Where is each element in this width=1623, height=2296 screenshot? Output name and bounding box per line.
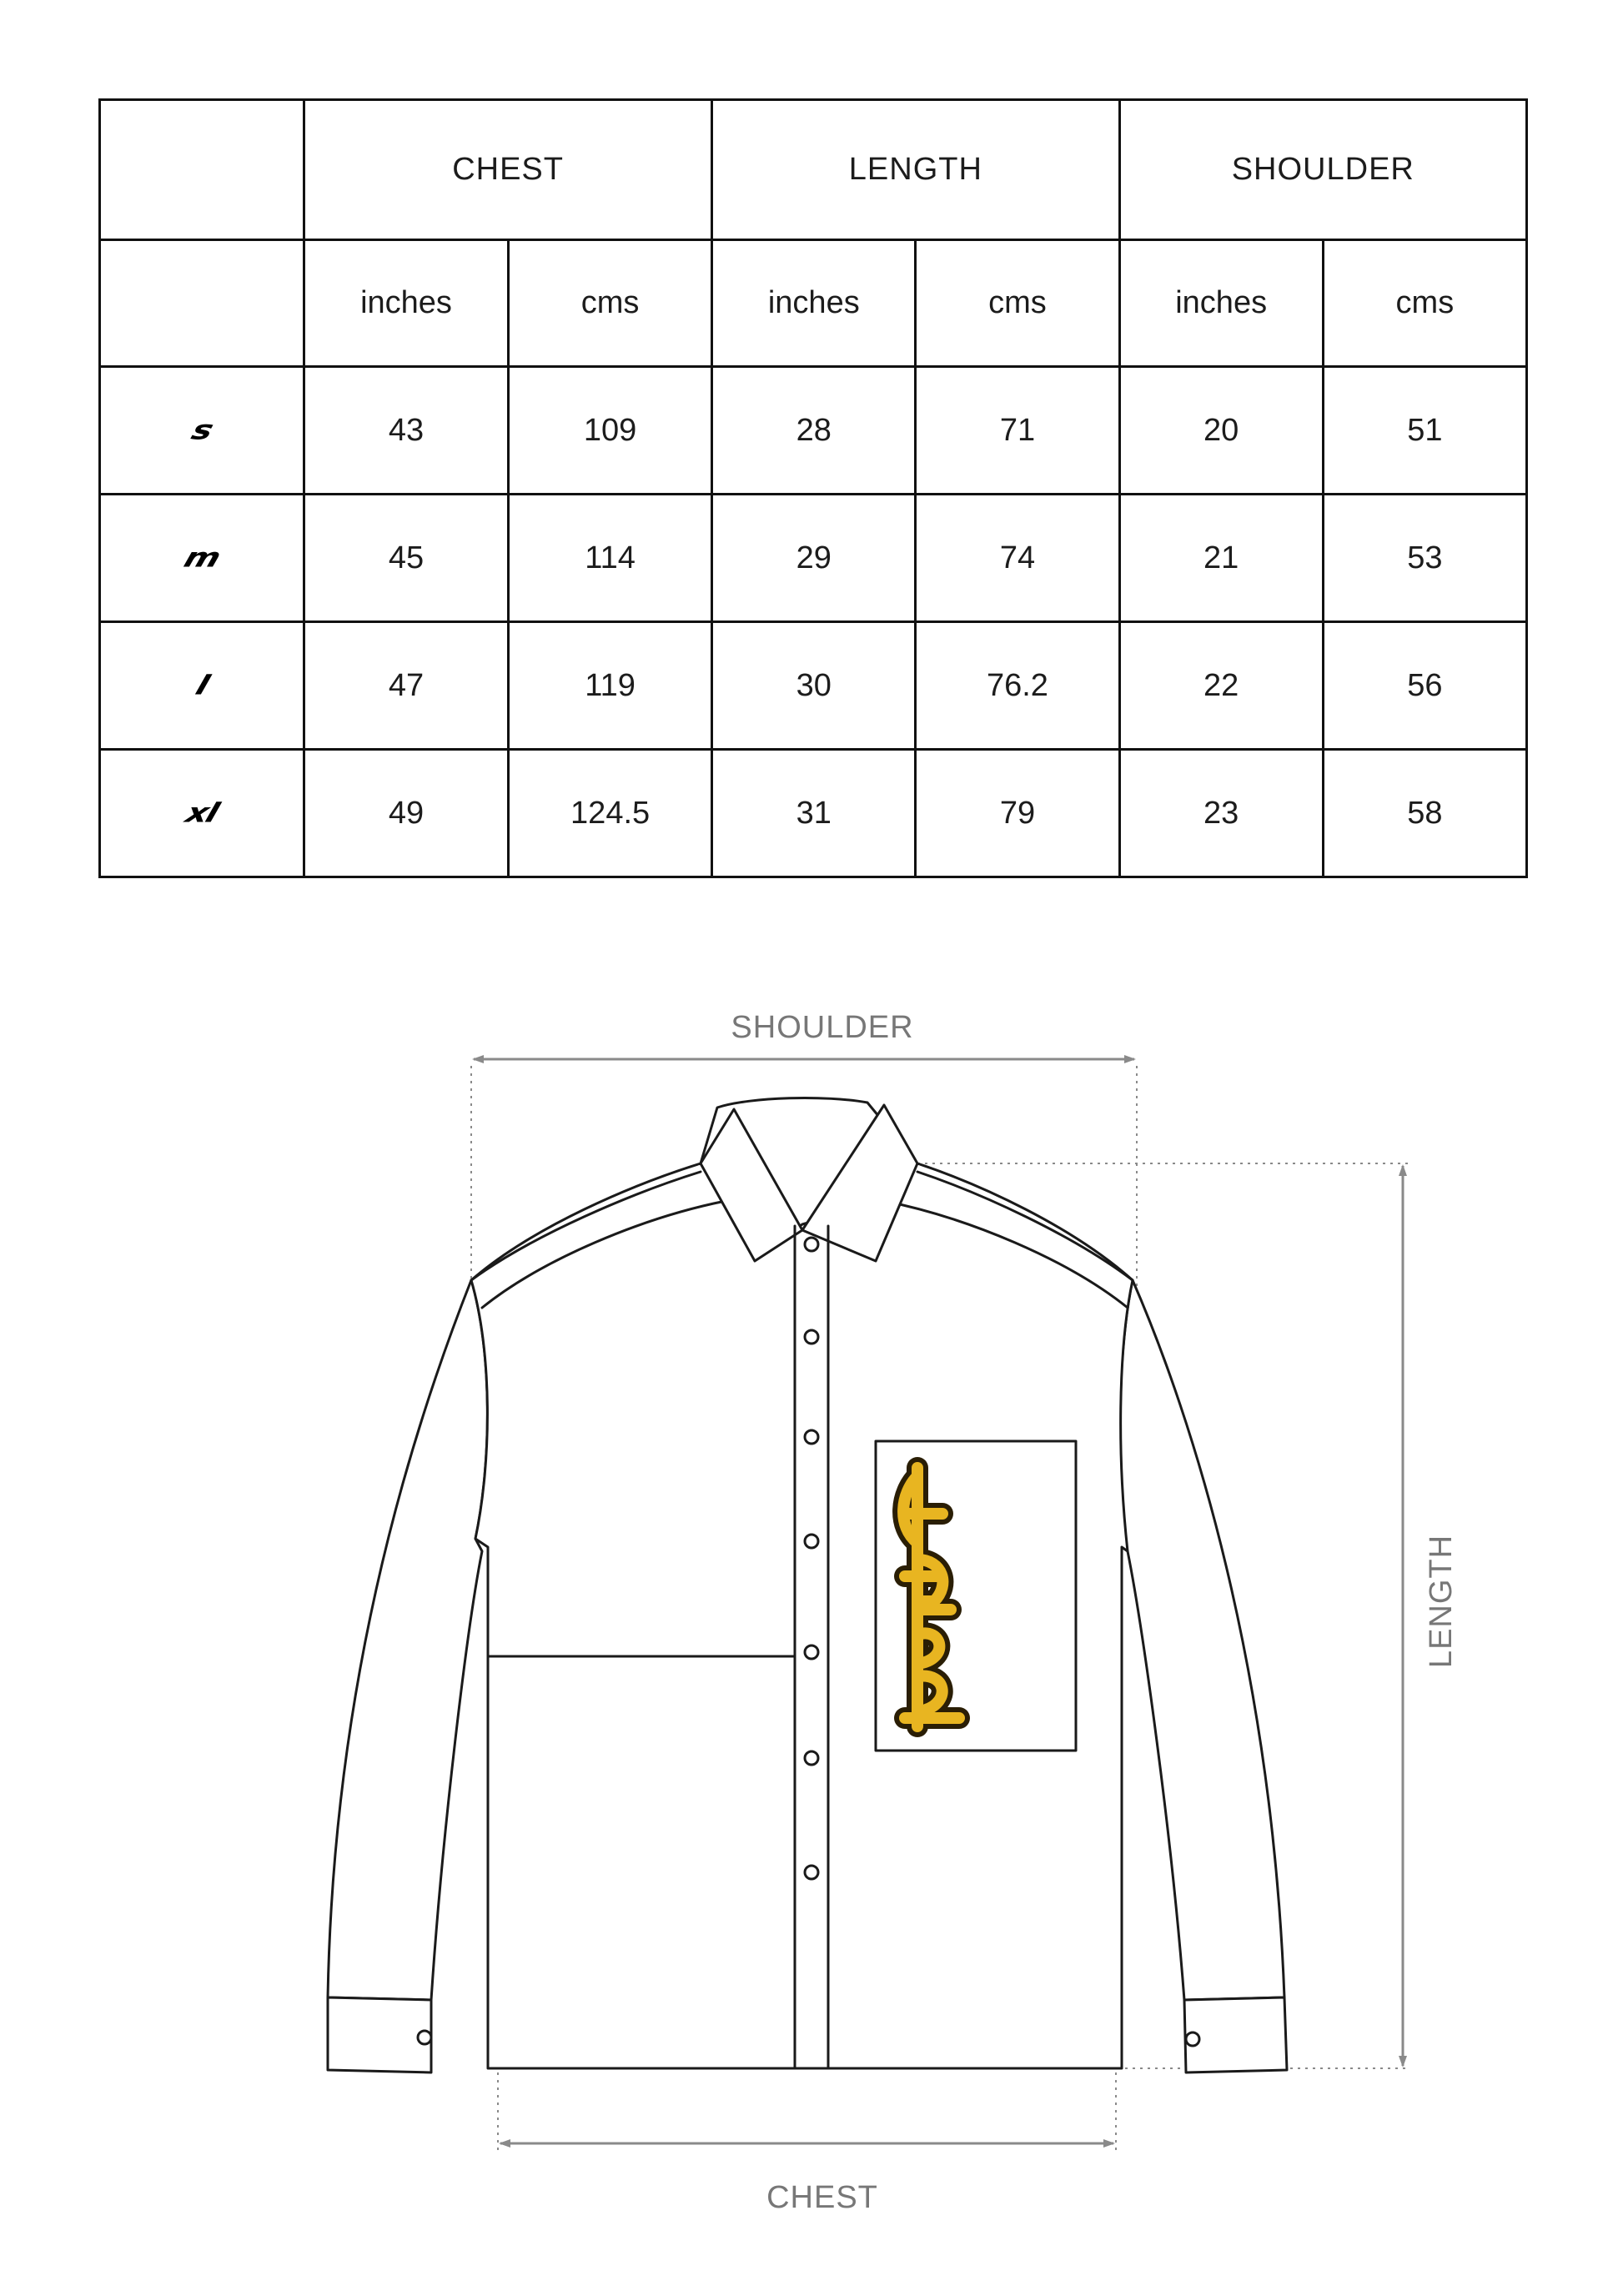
- table-row: [100, 750, 1527, 877]
- size-label: xl: [182, 797, 222, 829]
- table-cell: 28: [712, 367, 916, 495]
- button-icon: [805, 1535, 818, 1548]
- shoulder-label: SHOULDER: [731, 1010, 914, 1045]
- unit-header: inches: [304, 240, 509, 367]
- button-icon: [805, 1238, 818, 1251]
- table-cell: 109: [509, 367, 712, 495]
- size-label: s: [188, 414, 216, 446]
- table-cell: 47: [304, 622, 509, 750]
- button-icon: [805, 1430, 818, 1444]
- table-cell: 43: [304, 367, 509, 495]
- table-cell: 20: [1119, 367, 1323, 495]
- table-cell: 23: [1119, 750, 1323, 877]
- table-row: [100, 622, 1527, 750]
- unit-header: cms: [509, 240, 712, 367]
- table-cell: 21: [1119, 495, 1323, 622]
- table-cell: 51: [1323, 367, 1526, 495]
- table-cell: 114: [509, 495, 712, 622]
- unit-header: inches: [712, 240, 916, 367]
- size-cell: [100, 495, 304, 622]
- header-length: LENGTH: [712, 100, 1119, 240]
- corner-cell: [100, 240, 304, 367]
- size-label: m: [180, 542, 224, 574]
- table-cell: 49: [304, 750, 509, 877]
- table-cell: 29: [712, 495, 916, 622]
- table-cell: 45: [304, 495, 509, 622]
- button-icon: [805, 1866, 818, 1879]
- button-icon: [805, 1645, 818, 1659]
- header-chest: CHEST: [304, 100, 712, 240]
- cuff-button-icon: [418, 2031, 431, 2044]
- size-cell: [100, 622, 304, 750]
- table-cell: 119: [509, 622, 712, 750]
- table-cell: 124.5: [509, 750, 712, 877]
- table-unit-row: [100, 240, 1527, 367]
- cuff-button-icon: [1186, 2032, 1199, 2046]
- table-cell: 71: [916, 367, 1119, 495]
- size-cell: [100, 750, 304, 877]
- table-cell: 58: [1323, 750, 1526, 877]
- unit-header: inches: [1119, 240, 1323, 367]
- unit-header: cms: [916, 240, 1119, 367]
- table-cell: 53: [1323, 495, 1526, 622]
- size-label: l: [192, 670, 212, 701]
- table-group-header-row: [100, 100, 1527, 240]
- table-cell: 79: [916, 750, 1119, 877]
- unit-header: cms: [1323, 240, 1526, 367]
- chest-label: CHEST: [766, 2180, 878, 2215]
- header-shoulder: SHOULDER: [1119, 100, 1526, 240]
- length-label: LENGTH: [1424, 1534, 1459, 1669]
- table-cell: 22: [1119, 622, 1323, 750]
- table-cell: 76.2: [916, 622, 1119, 750]
- table-cell: 31: [712, 750, 916, 877]
- table-cell: 74: [916, 495, 1119, 622]
- button-icon: [805, 1330, 818, 1344]
- button-icon: [805, 1751, 818, 1765]
- shirt-measurement-diagram: [0, 967, 1623, 2296]
- table-row: [100, 367, 1527, 495]
- size-cell: [100, 367, 304, 495]
- table-cell: 30: [712, 622, 916, 750]
- size-chart-table: [98, 98, 1528, 878]
- table-cell: 56: [1323, 622, 1526, 750]
- corner-cell: [100, 100, 304, 240]
- table-row: [100, 495, 1527, 622]
